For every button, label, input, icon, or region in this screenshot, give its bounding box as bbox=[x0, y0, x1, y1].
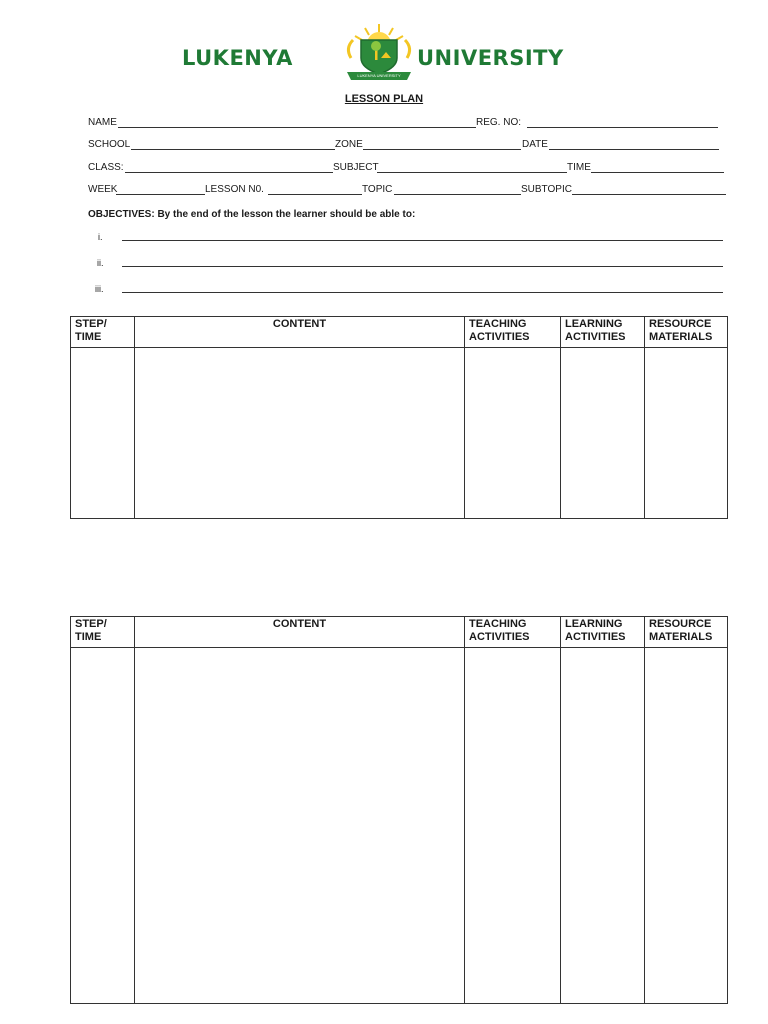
objective-line[interactable] bbox=[122, 240, 723, 241]
objective-line[interactable] bbox=[122, 292, 723, 293]
name-line[interactable] bbox=[118, 127, 476, 128]
header-learning-activities: LEARNING ACTIVITIES bbox=[561, 617, 645, 648]
subject-label: SUBJECT bbox=[333, 162, 379, 173]
lesson-no-label: LESSON N0. bbox=[205, 184, 264, 195]
reg-no-label: REG. NO: bbox=[476, 117, 522, 128]
crest-ribbon-text: LUKENYA UNIVERSITY bbox=[357, 73, 401, 78]
header-step-time: STEP/ TIME bbox=[71, 617, 135, 648]
resource-materials-cell[interactable] bbox=[645, 648, 728, 1004]
header-step-time: STEP/ TIME bbox=[71, 317, 135, 348]
header-teaching-activities: TEACHING ACTIVITIES bbox=[465, 617, 561, 648]
zone-line[interactable] bbox=[363, 149, 521, 150]
step-time-cell[interactable] bbox=[71, 348, 135, 519]
lesson-no-line[interactable] bbox=[268, 194, 362, 195]
learning-activities-cell[interactable] bbox=[561, 348, 645, 519]
header-content: CONTENT bbox=[135, 317, 465, 348]
teaching-activities-cell[interactable] bbox=[465, 648, 561, 1004]
lesson-plan-table bbox=[70, 316, 728, 519]
subtopic-label: SUBTOPIC bbox=[521, 184, 572, 195]
content-cell[interactable] bbox=[135, 348, 465, 519]
header-content: CONTENT bbox=[135, 617, 465, 648]
table-header-row bbox=[71, 617, 728, 648]
week-line[interactable] bbox=[116, 194, 205, 195]
date-label: DATE bbox=[522, 139, 548, 150]
table-body-row bbox=[71, 348, 728, 519]
objective-marker: iii. bbox=[95, 284, 104, 294]
document-title: LESSON PLAN bbox=[344, 93, 424, 105]
week-label: WEEK bbox=[88, 184, 118, 195]
school-line[interactable] bbox=[131, 149, 335, 150]
table-body-row bbox=[71, 648, 728, 1004]
topic-line[interactable] bbox=[394, 194, 521, 195]
teaching-activities-cell[interactable] bbox=[465, 348, 561, 519]
zone-label: ZONE bbox=[335, 139, 363, 150]
objective-line[interactable] bbox=[122, 266, 723, 267]
time-line[interactable] bbox=[591, 172, 724, 173]
reg-no-line[interactable] bbox=[527, 127, 718, 128]
class-label: CLASS: bbox=[88, 162, 124, 173]
lesson-plan-table bbox=[70, 616, 728, 1004]
name-label: NAME bbox=[88, 117, 117, 128]
learning-activities-cell[interactable] bbox=[561, 648, 645, 1004]
date-line[interactable] bbox=[549, 149, 719, 150]
table-header-row bbox=[71, 317, 728, 348]
header-learning-activities: LEARNING ACTIVITIES bbox=[561, 317, 645, 348]
brand-right-text: UNIVERSITY bbox=[417, 46, 564, 70]
objectives-heading: OBJECTIVES: By the end of the lesson the learner should be able to: bbox=[88, 209, 416, 220]
resource-materials-cell[interactable] bbox=[645, 348, 728, 519]
subject-line[interactable] bbox=[377, 172, 567, 173]
header-resource-materials: RESOURCE MATERIALS bbox=[645, 317, 728, 348]
class-line[interactable] bbox=[125, 172, 333, 173]
content-cell[interactable] bbox=[135, 648, 465, 1004]
topic-label: TOPIC bbox=[362, 184, 393, 195]
brand-left-text: LUKENYA bbox=[182, 46, 293, 70]
objective-marker: ii. bbox=[97, 258, 104, 268]
objective-marker: i. bbox=[98, 232, 103, 242]
subtopic-line[interactable] bbox=[572, 194, 726, 195]
header-teaching-activities: TEACHING ACTIVITIES bbox=[465, 317, 561, 348]
step-time-cell[interactable] bbox=[71, 648, 135, 1004]
school-label: SCHOOL bbox=[88, 139, 131, 150]
time-label: TIME bbox=[567, 162, 591, 173]
header-resource-materials: RESOURCE MATERIALS bbox=[645, 617, 728, 648]
